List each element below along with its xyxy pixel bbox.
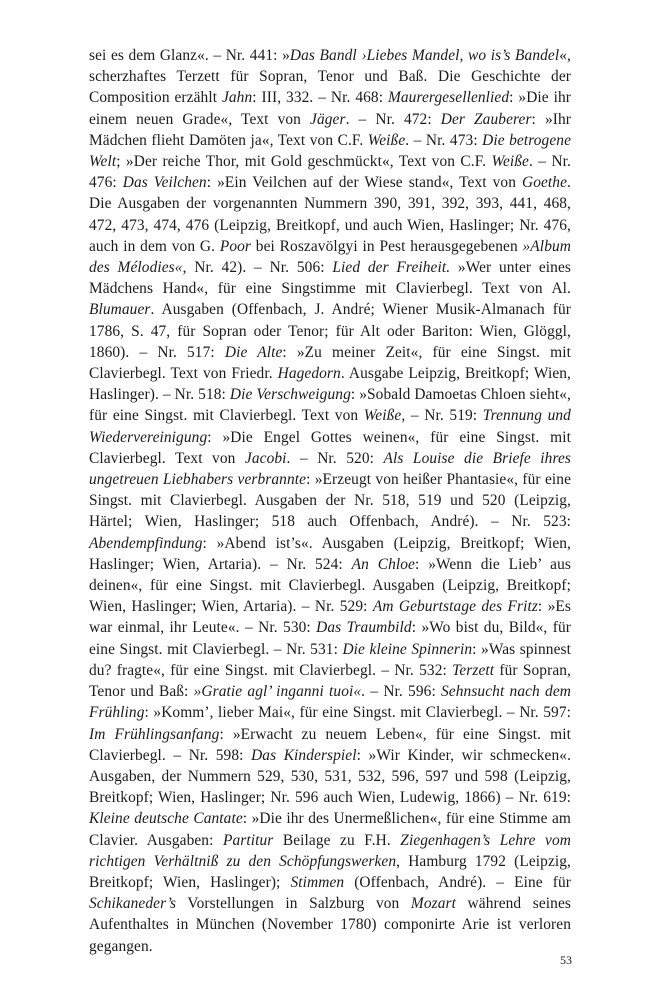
page-number: 53 (560, 953, 572, 967)
body-text: sei es dem Glanz«. – Nr. 441: »Das Bandl ›Liebes Mandel, wo is’s Bandel«, scherzhaftes Terzett für Sopran, Tenor und Baß. Die Geschichte der Composition erzählt Jahn: III, 332. – Nr. 468: Maurergesellenlied: »Die ihr einem neuen Grade«, Text von Jäger. – Nr. 472: Der Zauberer: »Ihr Mädchen flieht Damöten ja«, Text von C.F. Weiße. – Nr. 473: Die betrogene Welt; »Der reiche Thor, mit Gold geschmückt«, Text von C.F. Weiße. – Nr. 476: Das Veilchen: »Ein Veilchen auf der Wiese stand«, Text von Goethe. Die Ausgaben der vorgenannten Nummern 390, 391, 392, 393, 441, 468, 472, 473, 474, 476 (Leipzig, Breitkopf, und auch Wien, Haslinger; Nr. 476, auch in dem von G. Poor bei Roszavölgyi in Pest herausgegebenen »Album des Mélodies«, Nr. 42). – Nr. 506: Lied der Freiheit. »Wer unter eines Mädchens Hand«, für eine Singstimme mit Clavierbegl. Text von Al. Blumauer. Ausgaben (Offenbach, J. André; Wiener Musik-Almanach für 1786, S. 47, für Sopran oder Tenor; für Alt oder Bariton: Wien, Glöggl, 1860). – Nr. 517: Die Alte: »Zu meiner Zeit«, für eine Singst. mit Clavierbegl. Text von Friedr. Hagedorn. Ausgabe Leipzig, Breitkopf; Wien, Haslinger). – Nr. 518: Die Verschweigung: »Sobald Damoetas Chloen sieht«, für eine Singst. mit Clavierbegl. Text von Weiße, – Nr. 519: Trennung und Wiedervereinigung: »Die Engel Gottes weinen«, für eine Singst. mit Clavierbegl. Text von Jacobi. – Nr. 520: Als Louise die Briefe ihres ungetreuen Liebhabers verbrannte: »Erzeugt von heißer Phantasie«, für eine Singst. mit Clavierbegl. Ausgaben der Nr. 518, 519 und 520 (Leipzig, Härtel; Wien, Haslinger; 518 auch Offenbach, André). – Nr. 523: Abendempfindung: »Abend ist’s«. Ausgaben (Leipzig, Breitkopf; Wien, Haslinger; Wien, Artaria). – Nr. 524: An Chloe: »Wenn die Lieb’ aus deinen«, für eine Singst. mit Clavierbegl. Ausgaben (Leipzig, Breitkopf; Wien, Haslinger; Wien, Artaria). – Nr. 529: Am Geburtstage des Fritz: »Es war einmal, ihr Leute«. – Nr. 530: Das Traumbild: »Wo bist du, Bild«, für eine Singst. mit Clavierbegl. – Nr. 531: Die kleine Spinnerin: »Was spinnest du? fragte«, für eine Singst. mit Clavierbegl. – Nr. 532: Terzett für Sopran, Tenor und Baß: »Gratie agl’ inganni tuoi«. – Nr. 596: Sehnsucht nach dem Frühling: »Komm’, lieber Mai«, für eine Singst. mit Clavierbegl. – Nr. 597: Im Frühlingsanfang: »Erwacht zu neuem Leben«, für eine Singst. mit Clavierbegl. – Nr. 598: Das Kinderspiel: »Wir Kinder, wir schmecken«. Ausgaben, der Nummern 529, 530, 531, 532, 596, 597 und 598 (Leipzig, Breitkopf; Wien, Haslinger; Nr. 596 auch Wien, Ludewig, 1866) – Nr. 619: Kleine deutsche Cantate: »Die ihr des Unermeßlichen«, für eine Stimme am Clavier. Ausgaben: Partitur Beilage zu F.H. Ziegenhagen’s Lehre vom richtigen Verhältniß zu den Schöpfungswerken, Hamburg 1792 (Leipzig, Breitkopf; Wien, Haslinger); Stimmen (Offenbach, André). – Eine für Schikaneder’s Vorstellungen in Salzburg von Mozart während seines Aufenthaltes in München (November 1780) componirte Arie ist verloren gegangen. (89, 47, 572, 955)
